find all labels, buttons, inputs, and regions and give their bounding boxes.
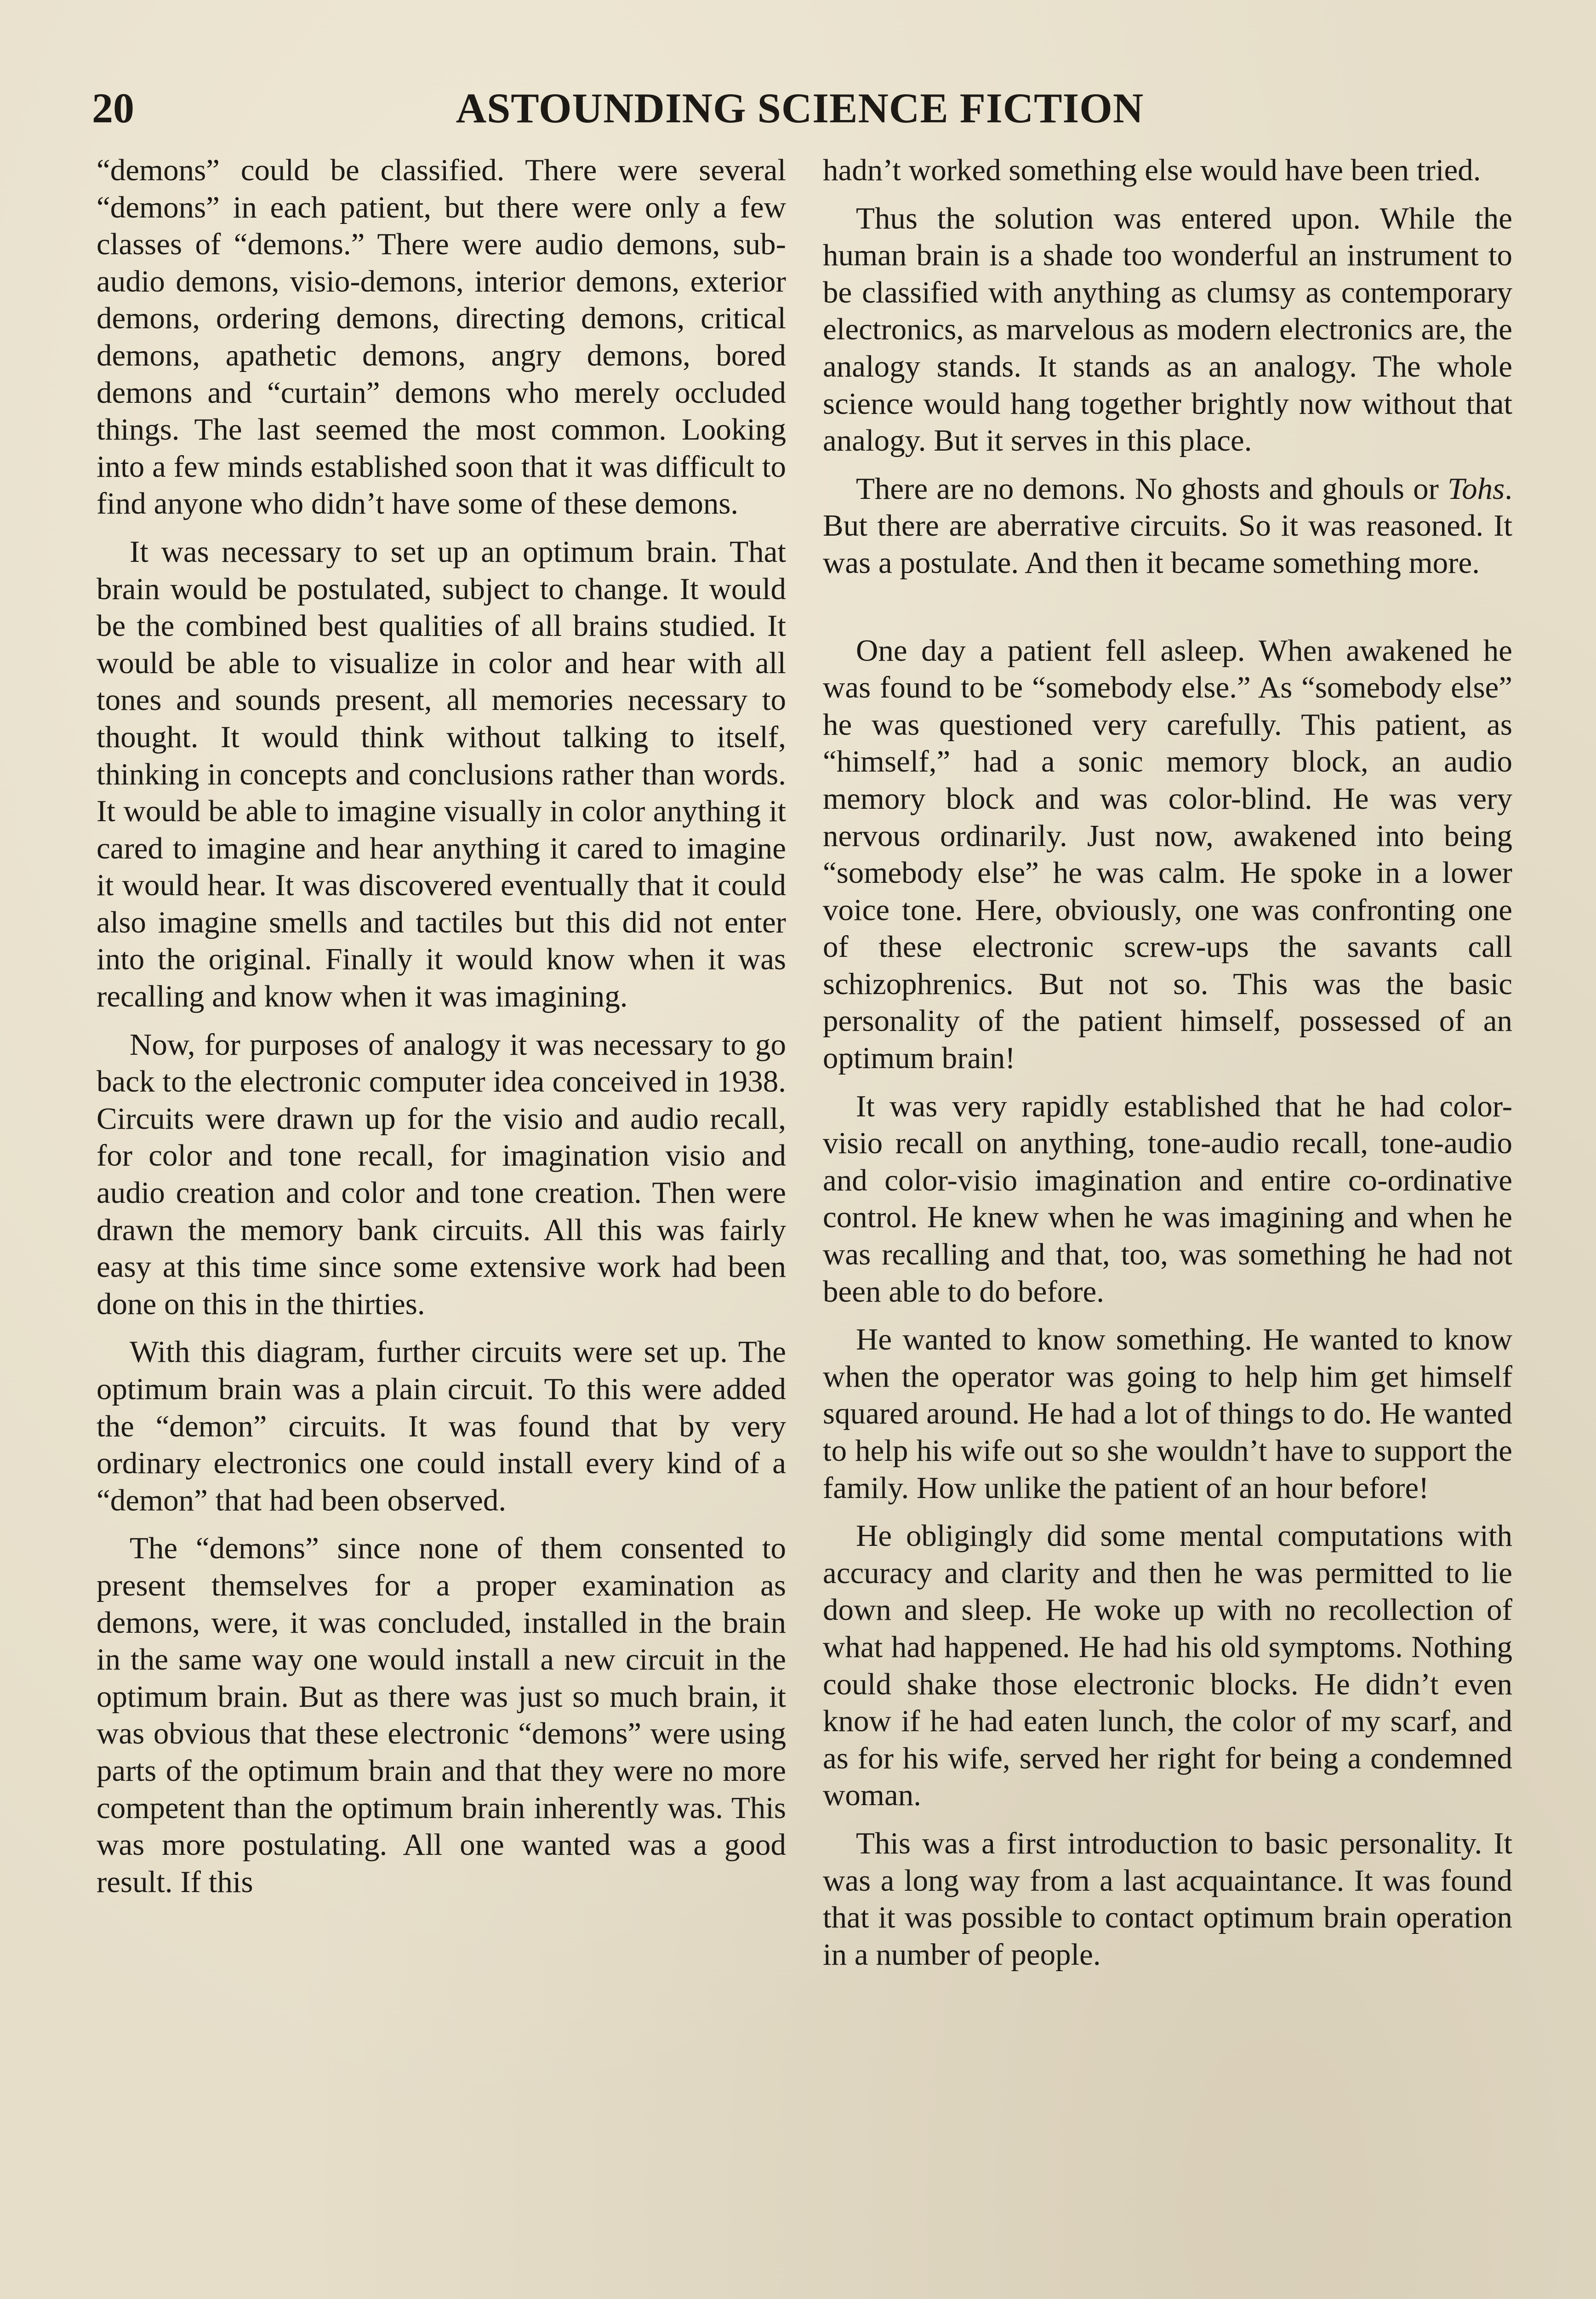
- left-column: [97, 152, 786, 1911]
- paragraph: With this diagram, further circuits were set up. The optimum brain was a plain circuit. To this were added the “demon” circuits. It was found that by very ordinary electronics one could install every kind of a “demon” that had been observed.: [97, 1335, 786, 1517]
- page-number: 20: [92, 85, 134, 132]
- paragraph: One day a patient fell asleep. When awakened he was found to be “somebody else.” As “somebody else” he was questioned very carefully. This patient, as “himself,” had a sonic memory block, an audio memory block and was color-blind. He was very nervous ordinarily. Just now, awakened into being “somebody else” he was calm. He spoke in a lower voice tone. Here, obviously, one was confronting one of these electronic screw-ups the savants call schizophrenics. But not so. This was the basic personality of the patient himself, possessed of an optimum brain!: [823, 633, 1512, 1075]
- paragraph: He wanted to know something. He wanted to know when the operator was going to help him get himself squared around. He had a lot of things to do. He wanted to help his wife out so she wouldn’t have to support the family. How unlike the patient of an hour before!: [823, 1322, 1512, 1505]
- paragraph: Thus the solution was entered upon. While the human brain is a shade too wonderful an instrument to be classified with anything as clumsy as contemporary electronics, as marvelous as modern electronics are, the analogy stands. It stands as an analogy. The whole science would hang together brightly now without that analogy. But it serves in this place.: [823, 201, 1512, 458]
- italic-term: Tohs: [1448, 471, 1505, 506]
- paragraph: He obligingly did some mental computations with accuracy and clarity and then he was permitted to lie down and sleep. He woke up with no recollection of what had happened. He had his old symptoms. Nothing could shake those electronic blocks. He didn’t even know if he had eaten lunch, the color of my scarf, and as for his wife, served her right for being a condemned woman.: [823, 1519, 1512, 1813]
- paragraph: It was very rapidly established that he had color-visio recall on anything, tone-audio recall, tone-audio and color-visio imagination and entire co-ordinative control. He knew when he was imagining and when he was recalling and that, too, was something he had not been able to do before.: [823, 1089, 1512, 1309]
- page-header: [92, 78, 1508, 138]
- paragraph-text: There are no demons. No ghosts and ghouls or: [856, 471, 1448, 506]
- paragraph: “demons” could be classified. There were several “demons” in each patient, but there were only a few classes of “demons.” There were audio demons, sub-audio demons, visio-demons, interior demons, exterior demons, ordering demons, directing demons, critical demons, apathetic demons, angry demons, bored demons and “curtain” demons who merely occluded things. The last seemed the most common. Looking into a few minds established soon that it was difficult to find anyone who didn’t have some of these demons.: [97, 153, 786, 521]
- paragraph-text: . But there are aberrative circuits. So it was reasoned. It was a postulate. And then it became something more.: [823, 471, 1512, 580]
- running-title: ASTOUNDING SCIENCE FICTION: [456, 85, 1144, 132]
- right-column: [823, 152, 1512, 1984]
- paragraph: Now, for purposes of analogy it was necessary to go back to the electronic computer idea conceived in 1938. Circuits were drawn up for the visio and audio recall, for color and tone recall, for imagination visio and audio creation and color and tone creation. Then were drawn the memory bank circuits. All this was fairly easy at this time since some extensive work had been done on this in the thirties.: [97, 1027, 786, 1321]
- paragraph: It was necessary to set up an optimum brain. That brain would be postulated, subject to change. It would be the combined best qualities of all brains studied. It would be able to visualize in color and hear with all tones and sounds present, all memories necessary to thought. It would think without talking to itself, thinking in concepts and conclusions rather than words. It would be able to imagine visually in color anything it cared to imagine and hear anything it cared to imagine it would hear. It was discovered eventually that it could also imagine smells and tactiles but this did not enter into the original. Finally it would know when it was recalling and know when it was imagining.: [97, 534, 786, 1014]
- paragraph: hadn’t worked something else would have been tried.: [823, 153, 1481, 187]
- paragraph: This was a first introduction to basic personality. It was a long way from a last acquaintance. It was found that it was possible to contact optimum brain operation in a number of people.: [823, 1826, 1512, 1972]
- paragraph: [823, 470, 1512, 582]
- paragraph: The “demons” since none of them consented to present themselves for a proper examination as demons, were, it was concluded, installed in the brain in the same way one would install a new circuit in the optimum brain. But as there was just so much brain, it was obvious that these electronic “demons” were using parts of the optimum brain and that they were no more competent than the optimum brain inherently was. This was more postulating. All one wanted was a good result. If this: [97, 1531, 786, 1899]
